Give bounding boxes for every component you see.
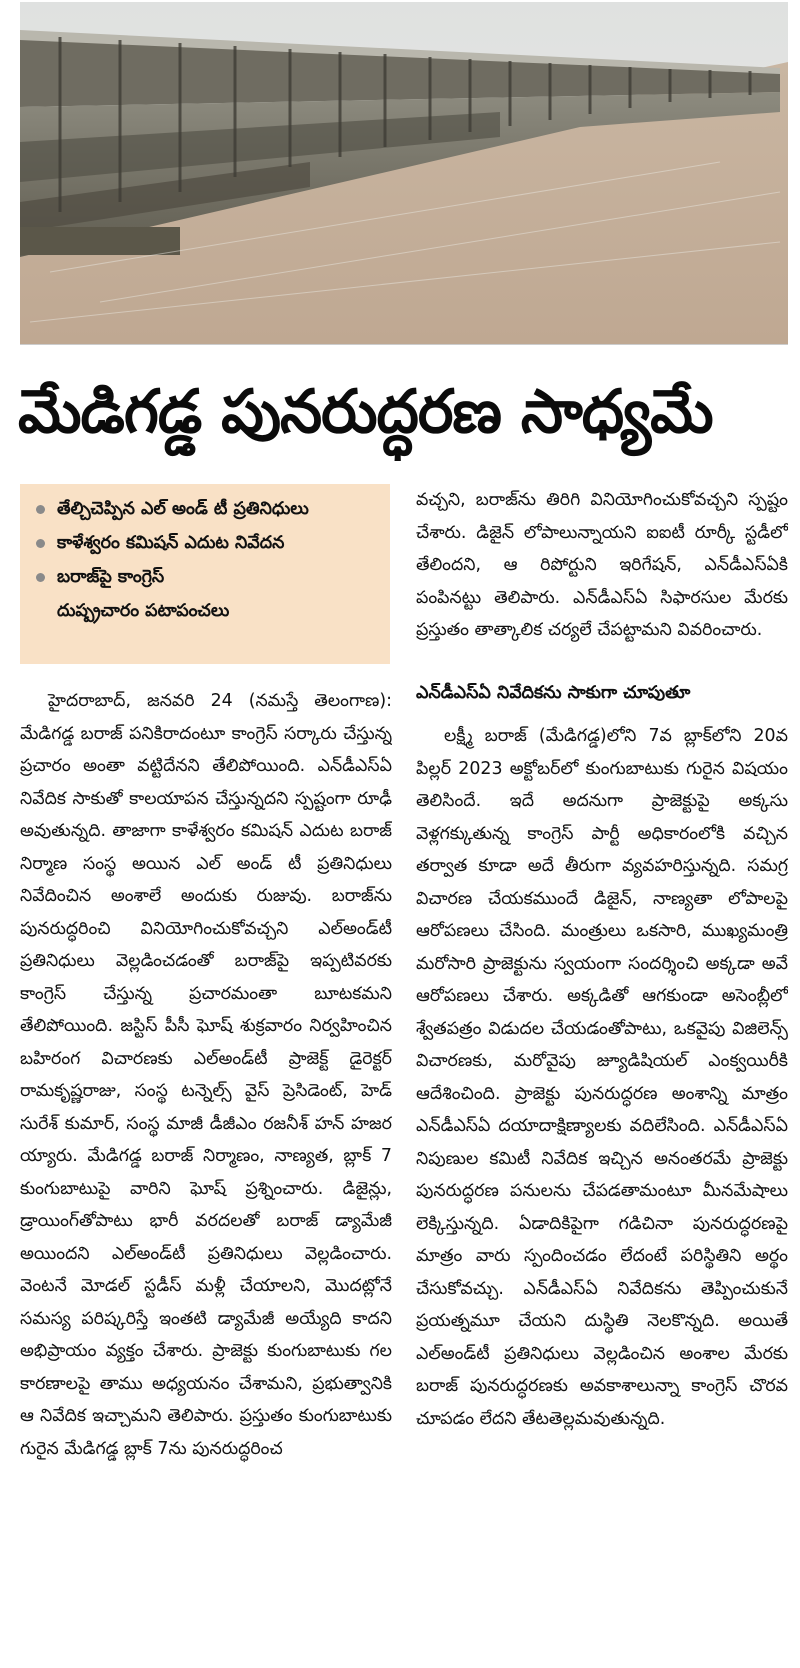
headline: మేడిగడ్డ పునరుద్ధరణ సాధ్యమే bbox=[18, 377, 713, 447]
bullet-icon bbox=[36, 539, 45, 548]
highlight-text: కాళేశ్వరం కమిషన్‌ ఎదుట నివేదన bbox=[57, 533, 285, 553]
highlight-text: తేల్చిచెప్పిన ఎల్‌ అండ్‌ టీ ప్రతినిధులు bbox=[57, 499, 309, 519]
highlight-item bbox=[30, 526, 380, 560]
article-column-right-top bbox=[416, 484, 788, 659]
barrage-photo bbox=[20, 2, 788, 345]
article-column-left bbox=[20, 685, 392, 1665]
article-column-right bbox=[416, 720, 788, 1665]
article-paragraph: హైదరాబాద్‌, జనవరి 24 (నమస్తే తెలంగాణ): మేడిగడ్డ బరాజ్‌ పనికిరాదంటూ కాంగ్రెస్‌ సర్కారు చేస్తున్న ప్రచారం అంతా వట్టిదేనని తేలిపోయింది. ఎన్‌డీఎస్‌ఏ నివేదిక సాకుతో కాలయాపన చేస్తున్నదని స్పష్టంగా రూఢీ అవుతున్నది. తాజాగా కాళేశ్వరం కమిషన్‌ ఎదుట బరాజ్‌ నిర్మాణ సంస్థ అయిన ఎల్‌ అండ్‌ టీ ప్రతినిధులు నివేదించిన అంశాలే అందుకు రుజువు. బరాజ్‌ను పునరుద్ధరించి వినియోగించుకోవచ్చని ఎల్‌అండ్‌టీ ప్రతినిధులు వెల్లడించడంతో బరాజ్‌పై ఇప్పటివరకు కాంగ్రెస్‌ చేస్తున్న ప్రచారమంతా బూటకమని తేలిపోయింది. జస్టిస్‌ పీసీ ఘోష్‌ శుక్రవారం నిర్వహించిన బహిరంగ విచారణకు ఎల్‌అండ్‌టీ ప్రాజెక్ట్‌ డైరెక్టర్‌ రామకృష్ణరాజు, సంస్థ టన్నెల్స్‌ వైస్‌ ప్రెసిడెంట్‌, హెడ్‌ సురేశ్‌ కుమార్‌, సంస్థ మాజీ డీజీఎం రజనీశ్‌ హన్‌ హజర య్యారు. మేడిగడ్డ బరాజ్‌ నిర్మాణం, నాణ్యత, బ్లాక్‌ 7 కుంగుబాటుపై వారిని ఘోష్‌ ప్రశ్నించారు. డిజైన్లు, డ్రాయింగ్‌తోపాటు భారీ వరదలతో బరాజ్‌ డ్యామేజీ అయిందని ఎల్‌అండ్‌టీ ప్రతినిధులు వెల్లడించారు. వెంటనే మోడల్‌ స్టడీస్‌ మళ్లీ చేయాలని, మొదట్లోనే సమస్య పరిష్కరిస్తే ఇంతటి డ్యామేజీ అయ్యేది కాదని అభిప్రాయం వ్యక్తం చేశారు. ప్రాజెక్టు కుంగుబాటుకు గల కారణాలపై తాము అధ్యయనం చేశామని, ప్రభుత్వానికి ఆ నివేదిక ఇచ్చామని తెలిపారు. ప్రస్తుతం కుంగుబాటుకు గురైన మేడిగడ్డ బ్లాక్‌ 7ను పునరుద్ధరించ bbox=[20, 691, 392, 1459]
article-paragraph: వచ్చని, బరాజ్‌ను తిరిగి వినియోగించుకోవచ్చని స్పష్టం చేశారు. డిజైన్‌ లోపాలున్నాయని ఐఐటీ రూర్కీ స్టడీలో తేలిందని, ఆ రిపోర్టుని ఇరిగేషన్‌, ఎన్‌డీఎస్‌ఏకి పంపినట్టు తెలిపారు. ఎన్‌డీఎస్‌ఏ సిఫారసుల మేరకు ప్రస్తుతం తాత్కాలిక చర్యలే చేపట్టామని వివరించారు. bbox=[416, 490, 788, 640]
section-subheading: ఎన్‌డీఎస్‌ఏ నివేదికను సాకుగా చూపుతూ bbox=[416, 683, 691, 703]
barrage-illustration bbox=[20, 2, 788, 344]
article-paragraph: లక్ష్మీ బరాజ్‌ (మేడిగడ్డ)లోని 7వ బ్లాక్‌లోని 20వ పిల్లర్‌ 2023 అక్టోబర్‌లో కుంగుబాటుకు గురైన విషయం తెలిసిందే. ఇదే అదనుగా ప్రాజెక్టుపై అక్కసు వెళ్లగక్కుతున్న కాంగ్రెస్‌ పార్టీ అధికారంలోకి వచ్చిన తర్వాత కూడా అదే తీరుగా వ్యవహరిస్తున్నది. సమగ్ర విచారణ చేయకముందే డిజైన్‌, నాణ్యతా లోపాలపై ఆరోపణలు చేసింది. మంత్రులు ఒకసారి, ముఖ్యమంత్రి మరోసారి ప్రాజెక్టును స్వయంగా సందర్శించి అక్కడా అవే ఆరోపణలు చేశారు. అక్కడితో ఆగకుండా అసెంబ్లీలో శ్వేతపత్రం విడుదల చేయడంతోపాటు, ఒకవైపు విజిలెన్స్‌ విచారణకు, మరోవైపు జ్యూడిషియల్‌ ఎంక్వయిరీకి ఆదేశించింది. ప్రాజెక్టు పునరుద్ధరణ అంశాన్ని మాత్రం ఎన్‌డీఎస్‌ఏ దయాదాక్షిణ్యాలకు వదిలేసింది. ఎన్‌డీఎస్‌ఏ నిపుణుల కమిటీ నివేదిక ఇచ్చిన అనంతరమే ప్రాజెక్టు పునరుద్ధరణ పనులను చేపడతామంటూ మీనమేషాలు లెక్కిస్తున్నది. ఏడాదికిపైగా గడిచినా పునరుద్ధరణపై మాత్రం వారు స్పందించడం లేదంటే పరిస్థితిని అర్థం చేసుకోవచ్చు. ఎన్‌డీఎస్‌ఏ నివేదికను తెప్పించుకునే ప్రయత్నమూ చేయని దుస్థితి నెలకొన్నది. అయితే ఎల్‌అండ్‌టీ ప్రతినిధులు వెల్లడించిన అంశాల మేరకు బరాజ్‌ పునరుద్ధరణకు అవకాశాలున్నా కాంగ్రెస్‌ చొరవ చూపడం లేదని తేటతెల్లమవుతున్నది. bbox=[416, 726, 788, 1429]
highlight-item bbox=[30, 492, 380, 526]
highlight-text: బరాజ్‌పై కాంగ్రెస్‌ bbox=[57, 567, 165, 587]
highlight-continuation: దుష్ప్రచారం పటాపంచలు bbox=[57, 601, 230, 621]
highlights-box bbox=[20, 484, 390, 664]
highlight-item bbox=[30, 560, 380, 594]
bullet-icon bbox=[36, 505, 45, 514]
bullet-icon bbox=[36, 573, 45, 582]
